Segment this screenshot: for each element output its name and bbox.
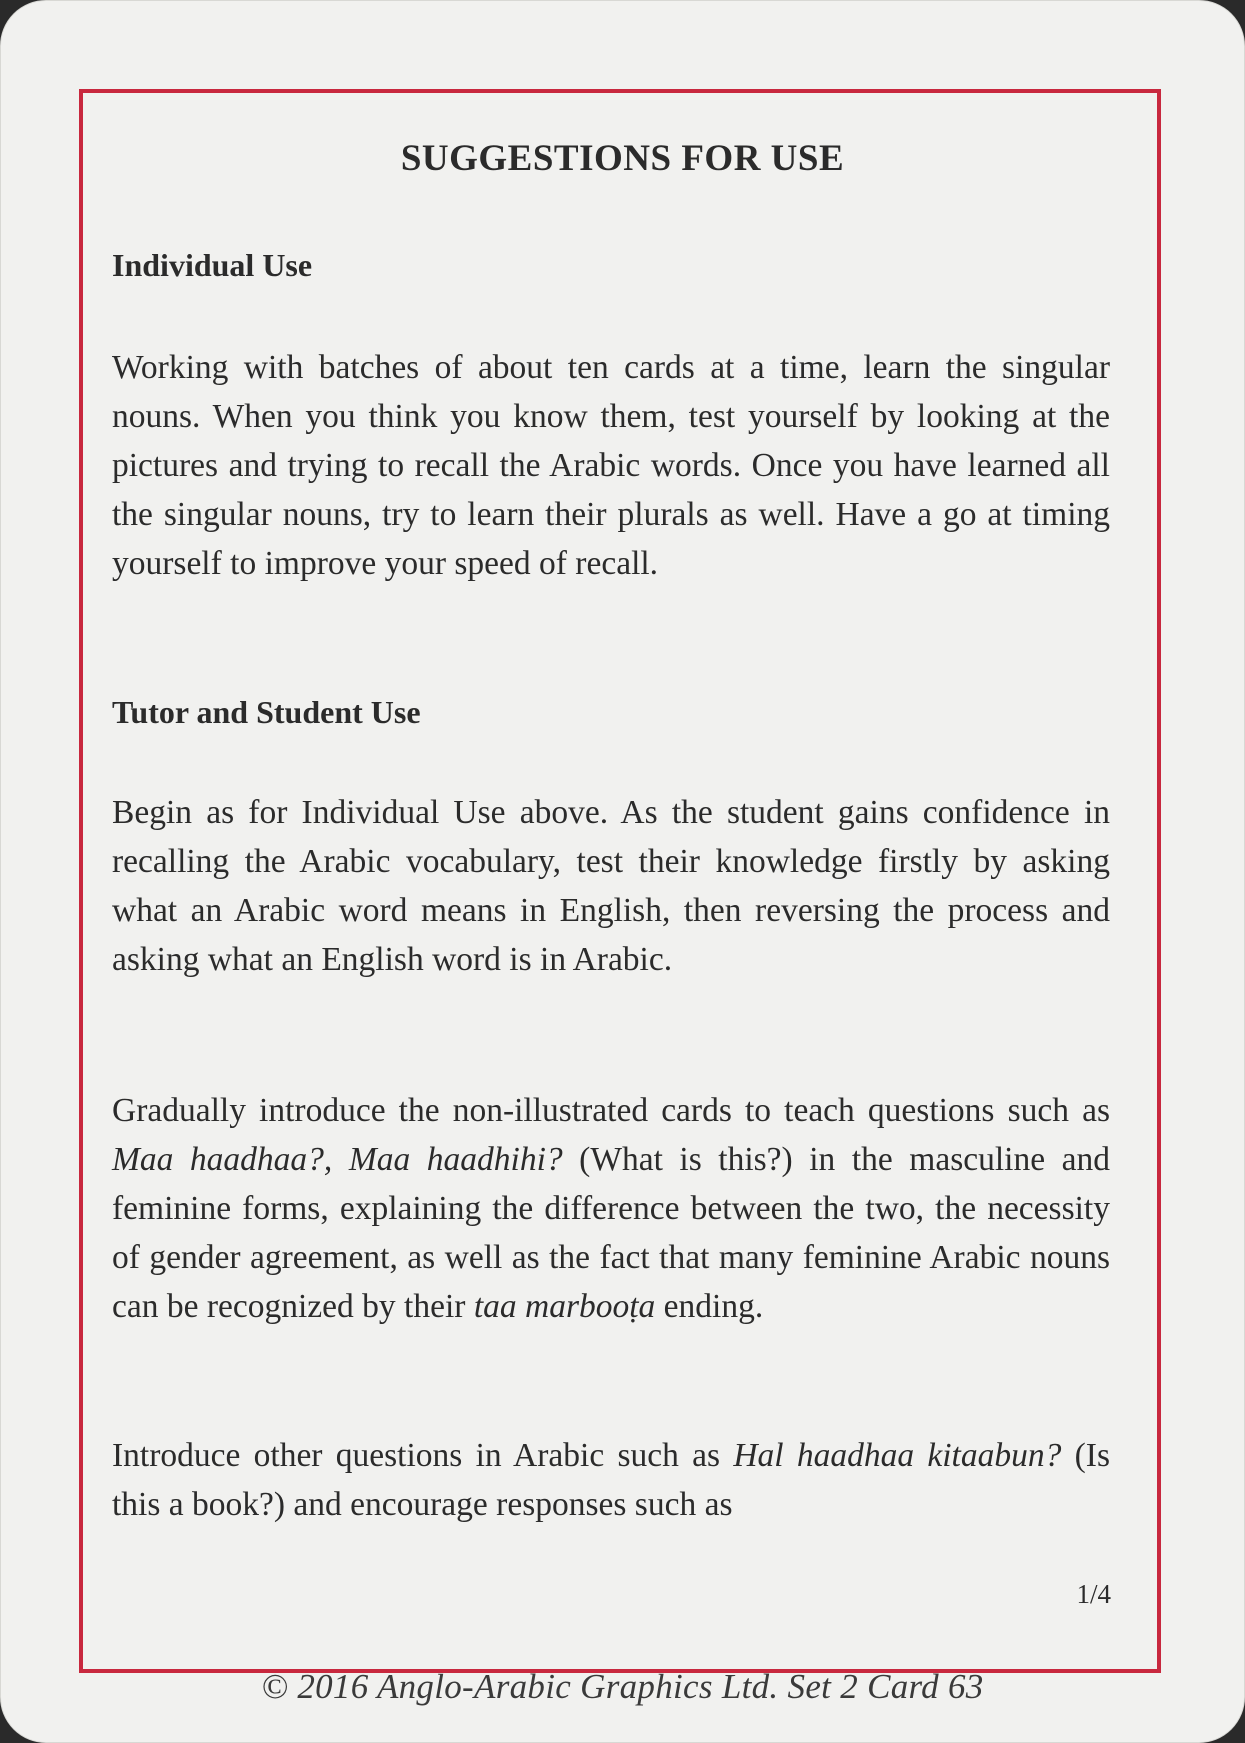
card-title: SUGGESTIONS FOR USE (400, 138, 845, 179)
text-segment: (What is this?) in the masculine and feminine forms, explaining the difference between the two, the necessity of gender agreement, as well as the fact that many feminine Arabic nouns can be recognized by their (112, 1141, 1110, 1325)
text-segment: Introduce other questions in Arabic such as (112, 1437, 734, 1474)
italic-arabic-term: taa marbooṭa (473, 1288, 656, 1325)
italic-arabic-question: Hal haadhaa kitaabun? (733, 1437, 1062, 1474)
copyright-notice: © 2016 Anglo-Arabic Graphics Ltd. Set 2 Card 63 (261, 1667, 984, 1706)
text-segment: (Is this a book?) and encourage responses such as (112, 1437, 1110, 1523)
paragraph-tutor-begin: Begin as for Individual Use above. As the student gains confidence in recalling the Arabic vocabulary, test their knowledge firstly by asking what an Arabic word means in English, then reversing the process and asking what an English word is in Arabic. (112, 794, 1110, 978)
italic-arabic-phrase: Maa haadhaa?, Maa haadhihi? (112, 1141, 563, 1178)
text-segment: Gradually introduce the non-illustrated cards to teach questions such as (112, 1092, 1110, 1129)
text-segment: ending. (655, 1288, 764, 1325)
paragraph-tutor-gradually (112, 1086, 1110, 1331)
paragraph-individual-use: Working with batches of about ten cards at a time, learn the singular nouns. When you think you know them, test yourself by looking at the pictures and trying to recall the Arabic words. Once you have learned all the singular nouns, try to learn their plurals as well. Have a go at timing yourself to improve your speed of recall. (112, 349, 1110, 582)
paragraph-tutor-introduce (112, 1431, 1110, 1529)
heading-individual-use: Individual Use (112, 247, 313, 283)
heading-tutor-student-use: Tutor and Student Use (112, 694, 421, 730)
page-number: 1/4 (1076, 1579, 1111, 1609)
